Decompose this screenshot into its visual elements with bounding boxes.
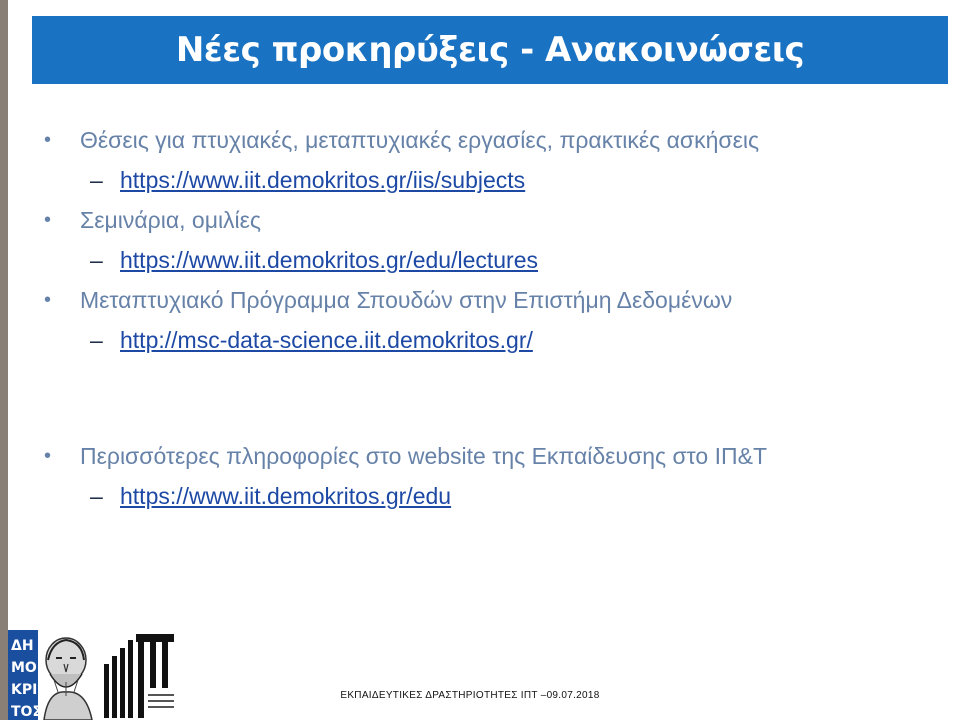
- iit-logo: [100, 630, 180, 720]
- bullet-line: [44, 120, 944, 160]
- bullet-list: [44, 120, 944, 516]
- subjects-link[interactable]: https://www.iit.demokritos.gr/iis/subjects: [120, 167, 526, 193]
- bullet-text: Σεμινάρια, ομιλίες: [80, 207, 262, 233]
- slide-title: Νέες προκηρύξεις - Ανακοινώσεις: [175, 30, 805, 70]
- sub-bullet-line: [44, 476, 944, 516]
- title-banner: [32, 16, 948, 84]
- list-item: [44, 200, 944, 280]
- list-item: [44, 120, 944, 200]
- bullet-marker: •: [44, 129, 52, 151]
- svg-text:ΔΗ: ΔΗ: [11, 638, 34, 654]
- bullet-marker: •: [44, 289, 52, 311]
- bullet-text: Περισσότερες πληροφορίες στο website της Εκπαίδευσης στο ΙΠ&Τ: [80, 443, 768, 469]
- bullet-text: Μεταπτυχιακό Πρόγραμμα Σπουδών στην Επιστήμη Δεδομένων: [80, 287, 733, 313]
- footer-text: ΕΚΠΑΙΔΕΥΤΙΚΕΣ ΔΡΑΣΤΗΡΙΟΤΗΤΕΣ ΙΠΤ –09.07.2018: [340, 690, 600, 701]
- dash-marker: –: [90, 167, 103, 193]
- bullet-line: [44, 436, 944, 476]
- msc-data-science-link[interactable]: http://msc-data-science.iit.demokritos.gr/: [120, 327, 533, 353]
- spacer: [44, 360, 944, 436]
- sub-bullet-line: [44, 160, 944, 200]
- dash-marker: –: [90, 327, 103, 353]
- sub-bullet-line: [44, 320, 944, 360]
- dash-marker: –: [90, 483, 103, 509]
- bullet-marker: •: [44, 445, 52, 467]
- left-edge-bar: [0, 0, 8, 720]
- dash-marker: –: [90, 247, 103, 273]
- bullet-line: [44, 280, 944, 320]
- list-item: [44, 280, 944, 360]
- svg-text:ΤΟΣ: ΤΟΣ: [11, 704, 43, 720]
- edu-link[interactable]: https://www.iit.demokritos.gr/edu: [120, 483, 452, 509]
- list-item: [44, 436, 944, 516]
- bullet-text: Θέσεις για πτυχιακές, μεταπτυχιακές εργασίες, πρακτικές ασκήσεις: [80, 127, 760, 153]
- demokritos-logo: [8, 630, 96, 720]
- bullet-marker: •: [44, 209, 52, 231]
- bullet-line: [44, 200, 944, 240]
- svg-text:ΜΟ: ΜΟ: [11, 660, 37, 676]
- lectures-link[interactable]: https://www.iit.demokritos.gr/edu/lectures: [120, 247, 538, 273]
- svg-text:ΚΡΙ: ΚΡΙ: [11, 682, 38, 698]
- sub-bullet-line: [44, 240, 944, 280]
